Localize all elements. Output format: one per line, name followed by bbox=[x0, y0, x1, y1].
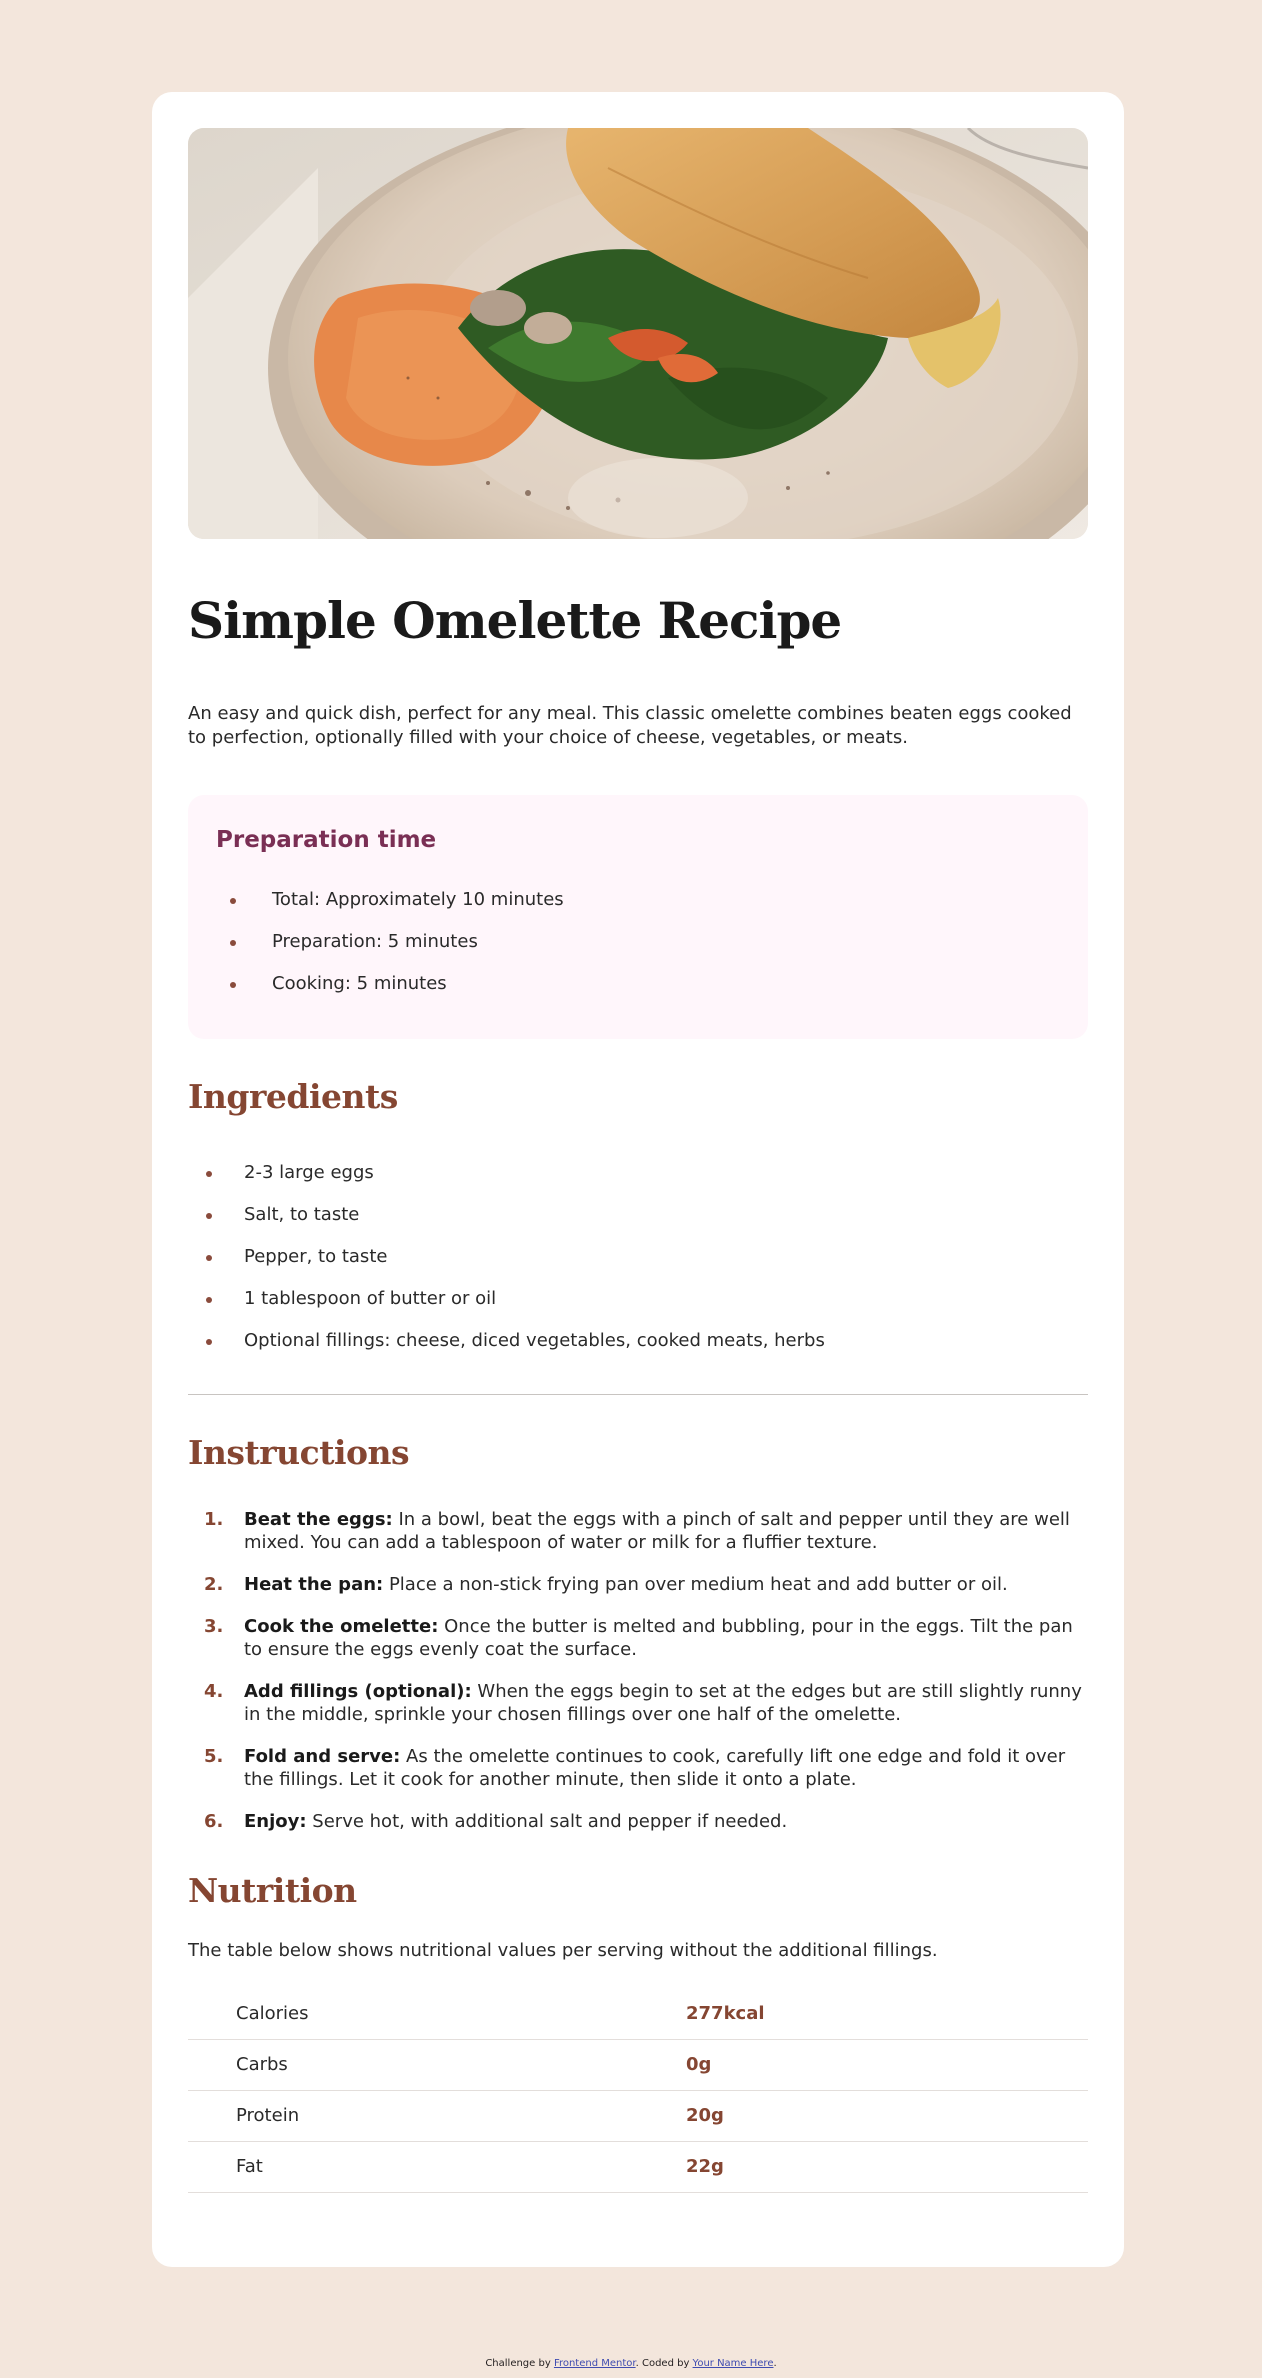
preparation-item-label: Total: bbox=[272, 888, 321, 910]
footer-middle: . Coded by bbox=[635, 2358, 693, 2369]
ingredients-list bbox=[188, 1152, 1088, 1362]
step-number: 6. bbox=[204, 1810, 224, 1832]
step-text: In a bowl, beat the eggs with a pinch of salt and pepper until they are well mixed. You can add a tablespoon of water or milk for a fluffier texture. bbox=[244, 1508, 1070, 1553]
step-text: As the omelette continues to cook, carefully lift one edge and fold it over the fillings. Let it cook for another minute, then slide it onto a plate. bbox=[244, 1745, 1066, 1790]
step-text: Once the butter is melted and bubbling, pour in the eggs. Tilt the pan to ensure the eggs evenly coat the surface. bbox=[244, 1615, 1073, 1660]
nutrition-description: The table below shows nutritional values per serving without the additional fillings. bbox=[188, 1939, 938, 1961]
nutrition-section bbox=[188, 1871, 1088, 2193]
footer-suffix: . bbox=[773, 2358, 777, 2369]
nutrition-value: 20g bbox=[642, 2091, 1088, 2142]
instruction-step bbox=[188, 1573, 1088, 1596]
step-number: 4. bbox=[204, 1680, 224, 1702]
nutrition-label: Calories bbox=[188, 1989, 642, 2040]
ingredient-item: 1 tablespoon of butter or oil bbox=[188, 1278, 1088, 1320]
omelette-hero-image bbox=[188, 128, 1088, 539]
step-lead: Beat the eggs: bbox=[244, 1508, 393, 1530]
preparation-item-label: Preparation: bbox=[272, 930, 383, 952]
section-divider bbox=[188, 1394, 1088, 1395]
ingredient-item: 2-3 large eggs bbox=[188, 1152, 1088, 1194]
step-text: When the eggs begin to set at the edges but are still slightly runny in the middle, sprinkle your chosen fillings over one half of the omelette. bbox=[244, 1680, 1082, 1725]
nutrition-label: Fat bbox=[188, 2142, 642, 2193]
step-text: Serve hot, with additional salt and pepper if needed. bbox=[306, 1810, 788, 1832]
step-number: 5. bbox=[204, 1745, 224, 1767]
instructions-list bbox=[188, 1508, 1088, 1833]
instruction-step bbox=[188, 1810, 1088, 1833]
footer-prefix: Challenge by bbox=[485, 2358, 554, 2369]
instruction-step bbox=[188, 1508, 1088, 1554]
preparation-item-total bbox=[216, 879, 1060, 921]
table-row bbox=[188, 2040, 1088, 2091]
attribution-footer bbox=[0, 2358, 1262, 2369]
recipe-title: Simple Omelette Recipe bbox=[188, 591, 842, 650]
ingredients-section bbox=[188, 1077, 1088, 1362]
step-lead: Add fillings (optional): bbox=[244, 1680, 472, 1702]
table-row bbox=[188, 2142, 1088, 2193]
recipe-intro: An easy and quick dish, perfect for any meal. This classic omelette combines beaten eggs cooked to perfection, optionally filled with your choice of cheese, vegetables, or meats. bbox=[188, 703, 1072, 749]
ingredient-item: Optional fillings: cheese, diced vegetables, cooked meats, herbs bbox=[188, 1320, 1088, 1362]
frontend-mentor-link[interactable]: Frontend Mentor bbox=[553, 2358, 636, 2369]
instruction-step bbox=[188, 1745, 1088, 1791]
instructions-heading: Instructions bbox=[188, 1432, 410, 1472]
step-lead: Enjoy: bbox=[244, 1810, 307, 1832]
omelette-photo-illustration bbox=[188, 128, 1088, 539]
step-lead: Heat the pan: bbox=[244, 1573, 384, 1595]
nutrition-label: Carbs bbox=[188, 2040, 642, 2091]
ingredients-heading: Ingredients bbox=[188, 1076, 398, 1116]
ingredient-item: Salt, to taste bbox=[188, 1194, 1088, 1236]
step-lead: Cook the omelette: bbox=[244, 1615, 439, 1637]
instruction-step bbox=[188, 1680, 1088, 1726]
preparation-item-cooking bbox=[216, 963, 1060, 1005]
preparation-item-text: 5 minutes bbox=[350, 972, 447, 994]
preparation-item-text: Approximately 10 minutes bbox=[320, 888, 564, 910]
ingredient-item: Pepper, to taste bbox=[188, 1236, 1088, 1278]
preparation-item-text: 5 minutes bbox=[382, 930, 478, 952]
preparation-heading: Preparation time bbox=[216, 826, 437, 853]
preparation-list bbox=[216, 879, 1060, 1005]
nutrition-table bbox=[188, 1989, 1088, 2193]
instructions-section bbox=[188, 1433, 1088, 1833]
preparation-item-label: Cooking: bbox=[272, 972, 351, 994]
nutrition-label: Protein bbox=[188, 2091, 642, 2142]
step-lead: Fold and serve: bbox=[244, 1745, 401, 1767]
nutrition-value: 0g bbox=[642, 2040, 1088, 2091]
table-row bbox=[188, 2091, 1088, 2142]
step-number: 2. bbox=[204, 1573, 224, 1595]
nutrition-value: 277kcal bbox=[642, 1989, 1088, 2040]
table-row bbox=[188, 1989, 1088, 2040]
preparation-item-prep bbox=[216, 921, 1060, 963]
step-text: Place a non-stick frying pan over medium heat and add butter or oil. bbox=[383, 1573, 1008, 1595]
preparation-time-box bbox=[188, 795, 1088, 1039]
step-number: 3. bbox=[204, 1615, 224, 1637]
author-link[interactable]: Your Name Here bbox=[692, 2358, 774, 2369]
nutrition-heading: Nutrition bbox=[188, 1870, 357, 1910]
step-number: 1. bbox=[204, 1508, 224, 1530]
recipe-card bbox=[152, 92, 1124, 2267]
instruction-step bbox=[188, 1615, 1088, 1661]
nutrition-value: 22g bbox=[642, 2142, 1088, 2193]
